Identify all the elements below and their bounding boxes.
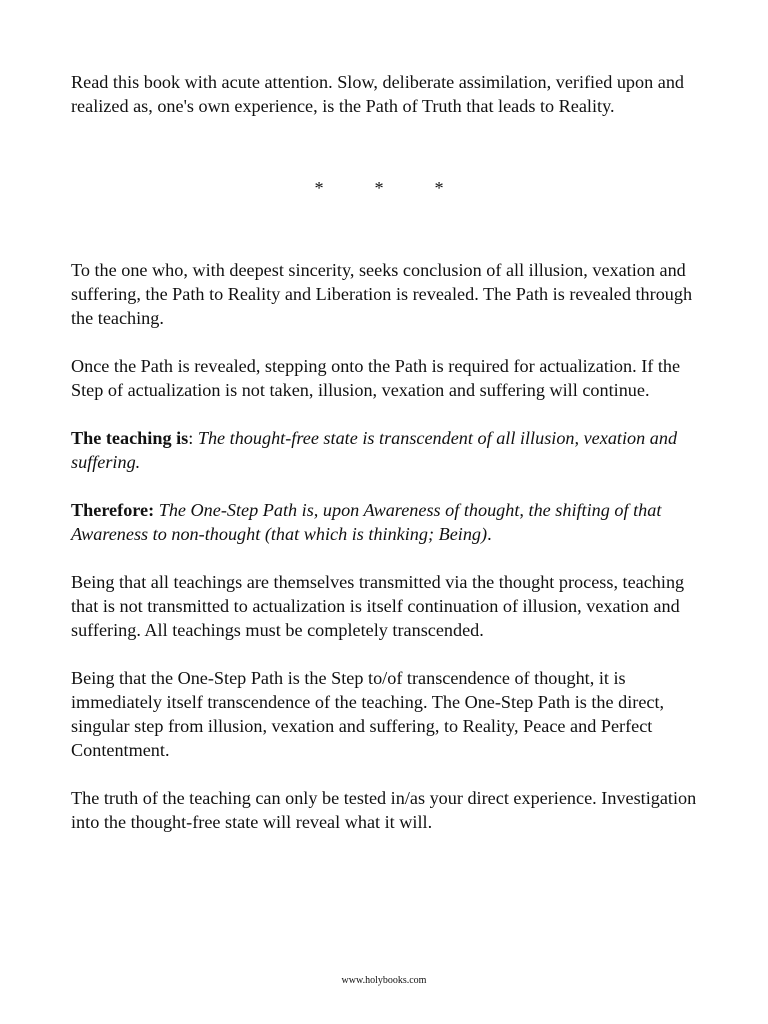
- revealed-paragraph: Once the Path is revealed, stepping onto the Path is required for actualization. If the Step of actualization is not taken, illusion, vexation and suffering will continue.: [71, 356, 681, 400]
- truth-paragraph: The truth of the teaching can only be tested in/as your direct experience. Investigation into the thought-free state will reveal what it will.: [71, 788, 697, 832]
- teachings-paragraph: Being that all teachings are themselves transmitted via the thought process, teaching that is not transmitted to actualization is itself continuation of illusion, vexation and suffering. All teachings must be completely transcended.: [71, 572, 685, 640]
- teaching-label: The teaching is: [71, 428, 189, 448]
- therefore-end: .: [487, 524, 492, 544]
- document-body: [71, 70, 711, 858]
- separator-star: *: [314, 178, 324, 198]
- therefore-text: The One-Step Path is, upon Awareness of thought, the shifting of that Awareness to non-thought (that which is thinking; Being): [71, 500, 662, 544]
- teaching-text: The thought-free state is transcendent of all illusion, vexation and suffering.: [71, 428, 678, 472]
- section-separator: [71, 176, 711, 200]
- separator-star: *: [434, 178, 444, 198]
- one-step-paragraph: Being that the One-Step Path is the Step to/of transcendence of thought, it is immediately itself transcendence of the teaching. The One-Step Path is the direct, singular step from illusion, vexation and suffering, to Reality, Peace and Perfect Contentment.: [71, 668, 665, 760]
- therefore-paragraph: [71, 498, 711, 546]
- therefore-label: Therefore:: [71, 500, 155, 520]
- footer-url: www.holybooks.com: [341, 975, 427, 986]
- intro-paragraph: Read this book with acute attention. Slow, deliberate assimilation, verified upon and realized as, one's own experience, is the Path of Truth that leads to Reality.: [71, 72, 685, 116]
- teaching-colon: :: [188, 428, 198, 448]
- separator-star: *: [374, 178, 384, 198]
- seekers-paragraph: To the one who, with deepest sincerity, seeks conclusion of all illusion, vexation and suffering, the Path to Reality and Liberation is revealed. The Path is revealed through the teaching.: [71, 260, 693, 328]
- teaching-paragraph: [71, 426, 711, 474]
